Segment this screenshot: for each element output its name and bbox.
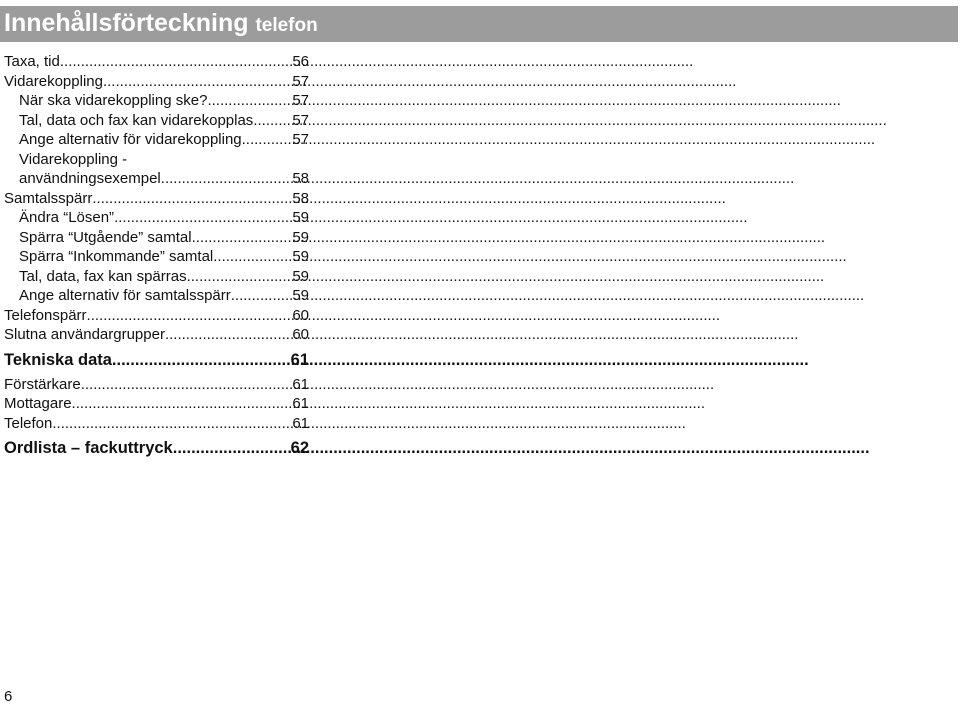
toc-entry-title: Vidarekoppling - (19, 150, 128, 168)
toc-entry-title: Vidarekoppling (4, 72, 103, 90)
toc-leader-dots (173, 437, 287, 459)
toc-entry-anvandningsexempel[interactable] (4, 169, 309, 189)
toc-entry-taxa-tid[interactable] (4, 52, 309, 72)
toc-entry-page: 56 (292, 53, 309, 70)
toc-entry-title: Förstärkare (4, 375, 81, 393)
toc-entry-title: Mottagare (4, 395, 72, 412)
toc-entry-title: Ange alternativ för samtalsspärr (19, 287, 231, 304)
toc-leader-dots (213, 247, 288, 267)
toc-leader-dots (231, 286, 289, 306)
toc-entry-title: Spärra “Utgående” samtal (19, 228, 192, 246)
toc-entry-page: 57 (292, 92, 309, 109)
toc-leader-dots (165, 325, 288, 345)
toc-entry-page: 60 (292, 306, 309, 324)
toc-entry-tal-data-fax-sparras[interactable] (4, 267, 309, 287)
toc-entry-andra-losen[interactable] (4, 208, 309, 228)
toc-leader-dots (191, 267, 289, 287)
toc-leader-dots (192, 228, 289, 248)
title-subtitle: telefon (255, 15, 318, 36)
toc-entry-page: 61 (292, 375, 309, 393)
toc-entry-title: Ändra “Lösen” (19, 209, 115, 226)
toc-entry-title: Slutna användargrupper (4, 326, 165, 343)
toc-entry-page: 61 (292, 395, 309, 412)
toc-entry-ange-alternativ-vidarekoppling[interactable] (4, 130, 309, 150)
header-bar (0, 6, 958, 42)
toc-entry-page: 61 (292, 414, 309, 432)
toc-entry-title: När ska vidarekoppling ske? (19, 92, 208, 109)
toc-entry-slutna-anvandargrupper[interactable] (4, 325, 309, 345)
table-of-contents (4, 52, 309, 463)
page-title (4, 8, 318, 41)
toc-entry-title: Spärra “Inkommande” samtal (19, 248, 214, 265)
toc-entry-page: 59 (292, 267, 309, 285)
toc-entry-mottagare[interactable] (4, 394, 309, 414)
toc-leader-dots (103, 72, 288, 92)
toc-entry-page: 57 (292, 111, 309, 129)
toc-entry-samtalssparr[interactable] (4, 189, 309, 209)
toc-entry-page: 59 (292, 228, 309, 246)
toc-entry-nar-ska-vidarekoppling-ske[interactable] (4, 91, 309, 111)
toc-entry-vidarekoppling[interactable] (4, 72, 309, 92)
toc-heading-title: Tekniska data (4, 350, 112, 369)
toc-entry-title: Ange alternativ för vidarekoppling (19, 131, 242, 148)
toc-heading-ordlista[interactable] (4, 437, 309, 459)
toc-entry-sparra-inkommande[interactable] (4, 247, 309, 267)
toc-entry-page: 58 (292, 189, 309, 207)
toc-entry-page: 59 (292, 248, 309, 265)
toc-entry-page: 57 (292, 131, 309, 148)
toc-entry-page: 60 (292, 326, 309, 343)
toc-entry-tal-data-fax-vidarekopplas[interactable] (4, 111, 309, 131)
toc-heading-tekniska-data[interactable] (4, 349, 309, 371)
toc-heading-page: 62 (290, 439, 309, 457)
toc-leader-dots (253, 111, 288, 131)
toc-entry-forstarkare[interactable] (4, 375, 309, 395)
toc-entry-title: användningsexempel (19, 170, 161, 187)
toc-entry-telefonsparr[interactable] (4, 306, 309, 326)
toc-heading-title: Ordlista – fackuttryck (4, 439, 173, 457)
toc-leader-dots (52, 414, 288, 434)
toc-entry-vidarekoppling-line1[interactable] (4, 150, 309, 170)
toc-entry-title: Tal, data, fax kan spärras. (19, 267, 191, 285)
toc-leader-dots (114, 208, 288, 228)
page-number: 6 (4, 688, 13, 705)
title-main: Innehållsförteckning (4, 9, 249, 37)
toc-entry-title: Samtalsspärr (4, 189, 93, 207)
toc-entry-title: Telefonspärr (4, 306, 87, 324)
toc-leader-dots (207, 91, 288, 111)
toc-entry-title: Taxa, tid (4, 53, 60, 70)
toc-entry-ange-alternativ-samtalssparr[interactable] (4, 286, 309, 306)
toc-entry-telefon[interactable] (4, 414, 309, 434)
toc-entry-page: 59 (292, 287, 309, 304)
toc-leader-dots (161, 169, 289, 189)
toc-leader-dots (112, 349, 287, 371)
toc-heading-page: 61 (290, 350, 309, 369)
toc-entry-page: 59 (292, 209, 309, 226)
toc-leader-dots (242, 130, 289, 150)
toc-leader-dots (72, 394, 289, 414)
toc-leader-dots (60, 52, 288, 72)
toc-entry-page: 57 (292, 72, 309, 90)
toc-leader-dots (81, 375, 289, 395)
toc-entry-title: Telefon (4, 414, 53, 432)
toc-entry-page: 58 (292, 170, 309, 187)
toc-entry-title: Tal, data och fax kan vidarekopplas (19, 111, 254, 129)
toc-leader-dots (87, 306, 289, 326)
toc-entry-sparra-utgaende[interactable] (4, 228, 309, 248)
toc-leader-dots (92, 189, 288, 209)
